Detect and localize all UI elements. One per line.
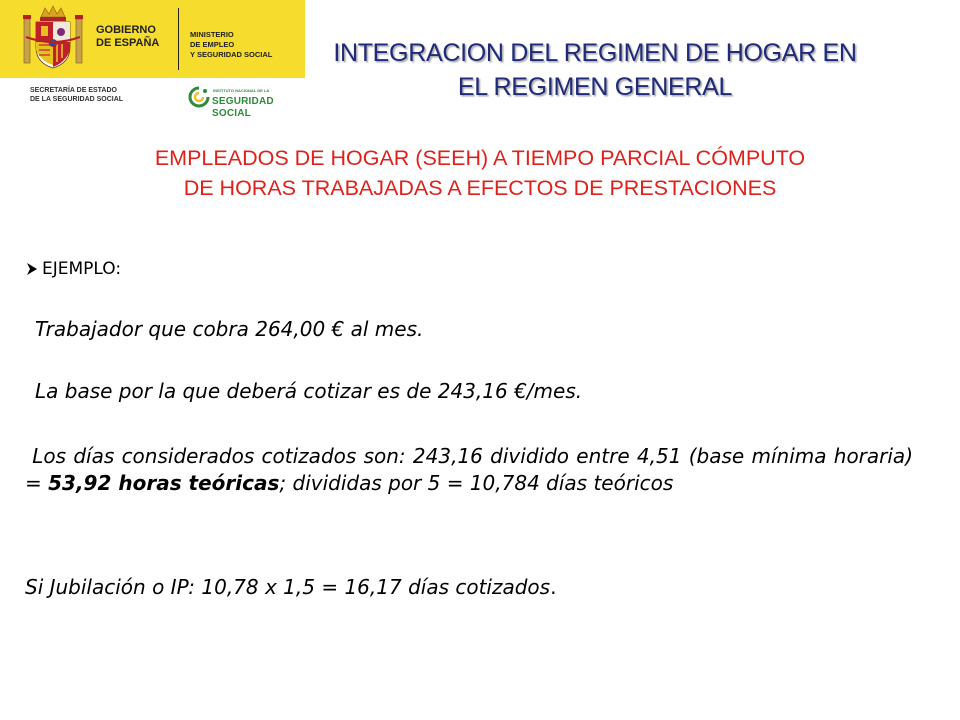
slide-subtitle: EMPLEADOS DE HOGAR (SEEH) A TIEMPO PARCIAL CÓMPUTO DE HORAS TRABAJADAS A EFECTOS DE PRESTACIONES — [154, 146, 806, 200]
retirement-text: Si Jubilación o IP: 10,78 x 1,5 = 16,17 días cotizados — [25, 575, 551, 599]
government-logo-block — [0, 0, 305, 119]
days-computation-text-1: Los días considerados cotizados son: 243,16 dividido entre 4,51 (base mínima horaria) = — [25, 444, 913, 495]
retirement-period: . — [550, 575, 557, 599]
seguridad-social-text: SEGURIDAD SOCIAL — [212, 96, 274, 119]
seguridad-social-logo-icon — [188, 86, 210, 108]
retirement-paragraph — [25, 574, 913, 601]
coat-of-arms-icon — [22, 5, 84, 73]
ministerio-text: MINISTERIO DE EMPLEO Y SEGURIDAD SOCIAL — [190, 30, 273, 59]
logo-divider — [178, 8, 179, 70]
secretaria-estado-text: SECRETARÍA DE ESTADO DE LA SEGURIDAD SOCIAL — [30, 87, 124, 103]
days-computation-paragraph — [25, 443, 913, 497]
gobierno-espana-text: GOBIERNO DE ESPAÑA — [96, 24, 160, 49]
contribution-base-paragraph: La base por la que deberá cotizar es de 243,16 €/mes. — [35, 379, 583, 403]
instituto-nacional-text: INSTITUTO NACIONAL DE LA — [213, 88, 270, 93]
example-bullet — [26, 259, 121, 279]
salary-paragraph: Trabajador que cobra 264,00 € al mes. — [35, 317, 424, 341]
example-label: EJEMPLO: — [42, 259, 122, 279]
arrow-bullet-icon — [26, 262, 39, 276]
days-computation-text-2: ; divididas por 5 = 10,784 días teóricos — [279, 471, 674, 495]
theoretical-hours-highlight: 53,92 horas teóricas — [48, 471, 280, 495]
slide-title: INTEGRACION DEL REGIMEN DE HOGAR EN EL REGIMEN GENERAL — [333, 39, 857, 101]
